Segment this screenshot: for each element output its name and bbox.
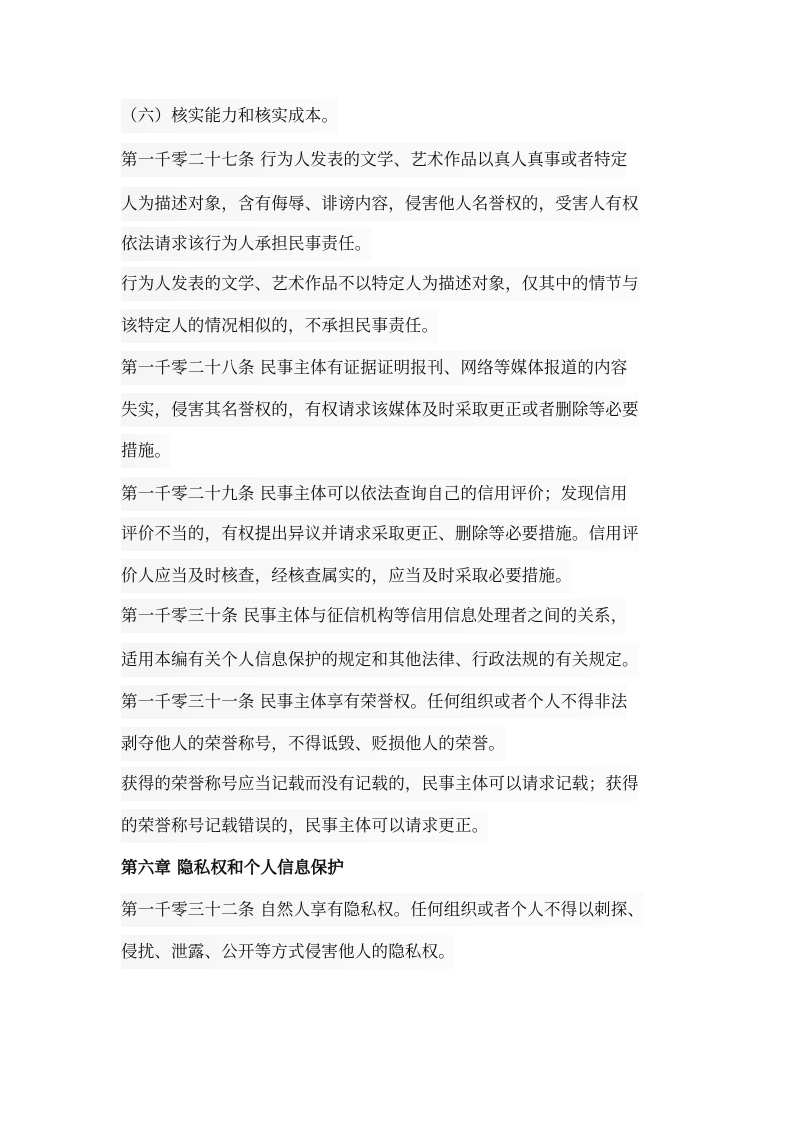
article-1027-heading-line: 第一千零二十七条 行为人发表的文学、艺术作品以真人真事或者特定 — [121, 143, 627, 177]
text-line: 失实，侵害其名誉权的，有权请求该媒体及时采取更正或者删除等必要 — [121, 393, 639, 427]
chapter-6-heading: 第六章 隐私权和个人信息保护 — [121, 858, 345, 877]
text-line: （六）核实能力和核实成本。 — [121, 99, 338, 133]
text-line: 价人应当及时核查，经核查属实的，应当及时采取必要措施。 — [121, 559, 572, 593]
text-line: 评价不当的，有权提出异议并请求采取更正、删除等必要措施。信用评 — [121, 517, 639, 551]
text-line: 该特定人的情况相似的，不承担民事责任。 — [121, 309, 438, 343]
article-1029-heading-line: 第一千零二十九条 民事主体可以依法查询自己的信用评价；发现信用 — [121, 477, 627, 511]
text-line: 行为人发表的文学、艺术作品不以特定人为描述对象，仅其中的情节与 — [121, 267, 639, 301]
text-line: 措施。 — [121, 434, 171, 468]
text-line: 获得的荣誉称号应当记载而没有记载的，民事主体可以请求记载；获得 — [121, 767, 639, 801]
text-line: 的荣誉称号记载错误的，民事主体可以请求更正。 — [121, 809, 488, 843]
article-1032-heading-line: 第一千零三十二条 自然人享有隐私权。任何组织或者个人不得以刺探、 — [121, 893, 644, 927]
article-1031-heading-line: 第一千零三十一条 民事主体享有荣誉权。任何组织或者个人不得非法 — [121, 685, 627, 719]
text-line: 适用本编有关个人信息保护的规定和其他法律、行政法规的有关规定。 — [121, 643, 639, 677]
text-line: 剥夺他人的荣誉称号，不得诋毁、贬损他人的荣誉。 — [121, 727, 505, 761]
text-line: 依法请求该行为人承担民事责任。 — [121, 227, 372, 261]
article-1028-heading-line: 第一千零二十八条 民事主体有证据证明报刊、网络等媒体报道的内容 — [121, 351, 627, 385]
article-1030-heading-line: 第一千零三十条 民事主体与征信机构等信用信息处理者之间的关系， — [121, 599, 627, 633]
text-line: 人为描述对象，含有侮辱、诽谤内容，侵害他人名誉权的，受害人有权 — [121, 187, 639, 221]
text-line: 侵扰、泄露、公开等方式侵害他人的隐私权。 — [121, 935, 455, 969]
